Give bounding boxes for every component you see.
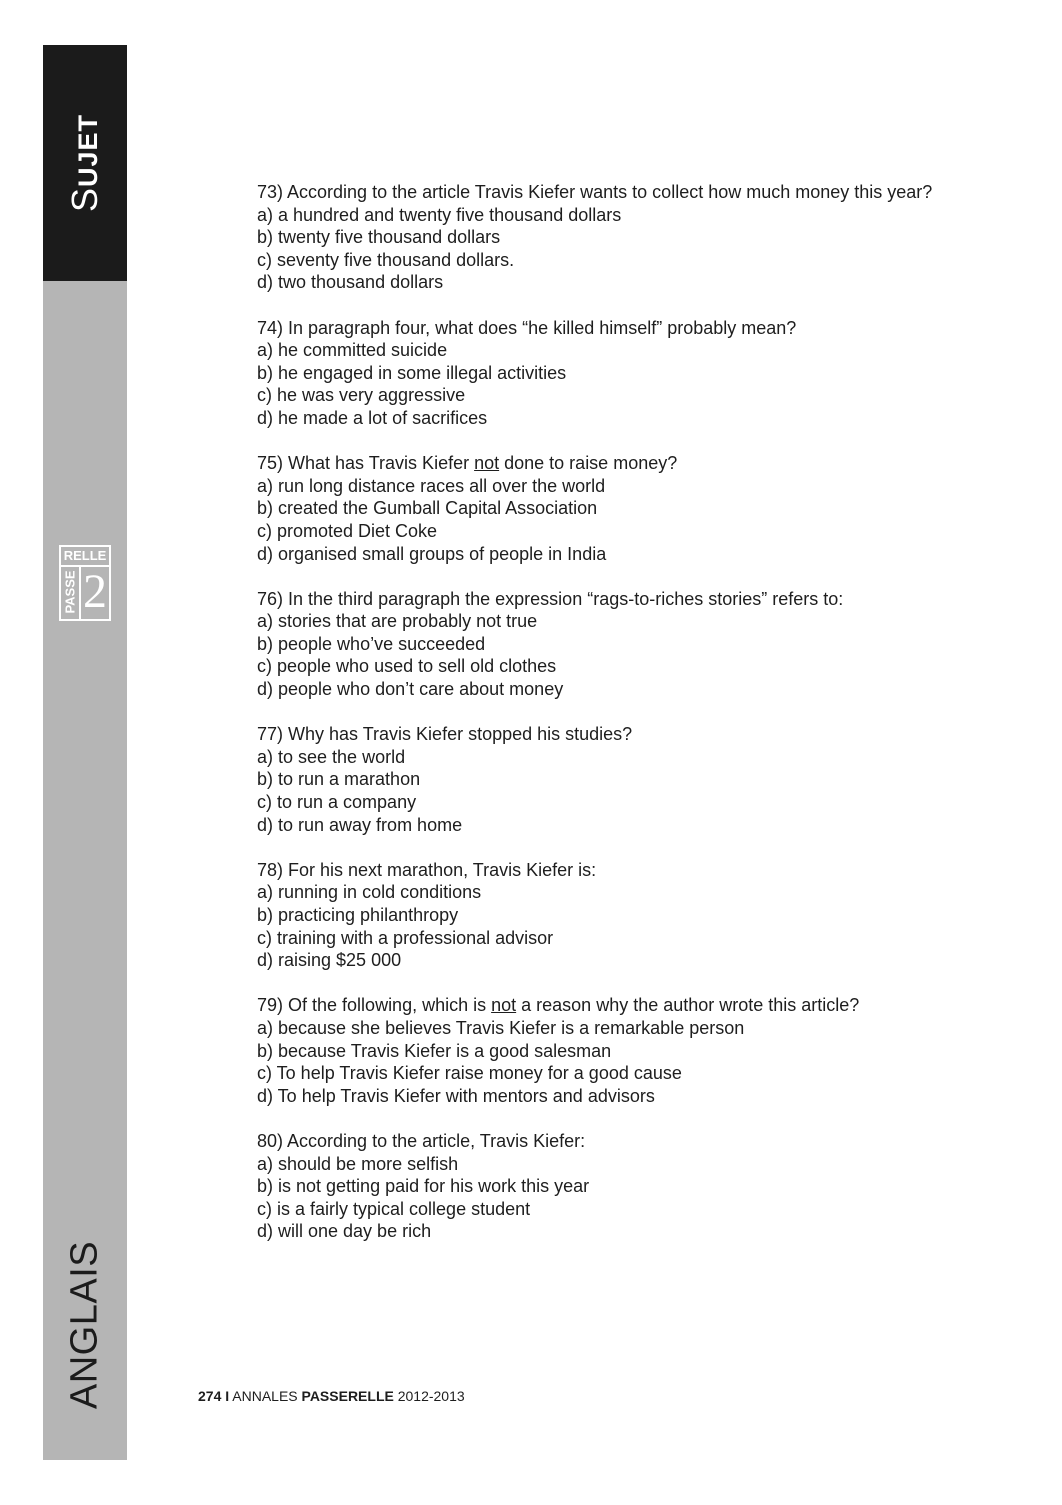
passerelle-2-logo bbox=[59, 545, 111, 621]
question-text: 77) Why has Travis Kiefer stopped his studies? bbox=[257, 724, 633, 745]
sidebar bbox=[43, 45, 127, 1460]
option-a: a) he committed suicide bbox=[257, 340, 448, 361]
question-block bbox=[257, 723, 947, 836]
section-tab bbox=[43, 45, 127, 281]
option-d: d) To help Travis Kiefer with mentors and advisors bbox=[257, 1085, 655, 1106]
option-a: a) run long distance races all over the world bbox=[257, 475, 606, 496]
question-block bbox=[257, 994, 947, 1107]
question-block bbox=[257, 859, 947, 972]
option-d: d) raising $25 000 bbox=[257, 950, 402, 971]
question-text: 79) Of the following, which is not a reason why the author wrote this article? bbox=[257, 995, 860, 1016]
question-text: 73) According to the article Travis Kiefer wants to collect how much money this year? bbox=[257, 182, 933, 202]
option-a: a) a hundred and twenty five thousand dollars bbox=[257, 204, 622, 225]
option-a: a) to see the world bbox=[257, 746, 406, 767]
option-c: c) promoted Diet Coke bbox=[257, 520, 438, 541]
option-d: d) organised small groups of people in India bbox=[257, 543, 607, 564]
underlined-word: not bbox=[474, 453, 500, 474]
question-list bbox=[257, 181, 947, 1266]
question-text: 76) In the third paragraph the expression “rags-to-riches stories” refers to: bbox=[257, 588, 844, 609]
section-label: SUJET bbox=[64, 113, 105, 213]
option-d: d) two thousand dollars bbox=[257, 272, 444, 293]
question-text: 74) In paragraph four, what does “he killed himself” probably mean? bbox=[257, 317, 797, 338]
option-b: b) is not getting paid for his work this year bbox=[257, 1176, 590, 1197]
question-block bbox=[257, 588, 947, 701]
option-d: d) people who don’t care about money bbox=[257, 679, 564, 700]
option-d: d) will one day be rich bbox=[257, 1221, 432, 1242]
option-b: b) he engaged in some illegal activities bbox=[257, 362, 567, 383]
footer-separator: I bbox=[225, 1388, 230, 1404]
logo-side bbox=[61, 565, 81, 619]
option-b: b) because Travis Kiefer is a good salesman bbox=[257, 1040, 612, 1061]
option-c: c) is a fairly typical college student bbox=[257, 1198, 531, 1219]
footer-brand: PASSERELLE bbox=[301, 1388, 394, 1404]
footer-annales: ANNALES bbox=[232, 1388, 298, 1404]
option-c: c) he was very aggressive bbox=[257, 385, 466, 406]
logo-number: 2 bbox=[83, 565, 107, 618]
option-a: a) running in cold conditions bbox=[257, 882, 482, 903]
logo-side-text: PASSE bbox=[62, 570, 78, 614]
option-b: b) people who’ve succeeded bbox=[257, 633, 486, 654]
logo-top-text: RELLE bbox=[61, 547, 109, 567]
option-a: a) because she believes Travis Kiefer is a remarkable person bbox=[257, 1017, 745, 1038]
option-d: d) he made a lot of sacrifices bbox=[257, 407, 488, 428]
option-c: c) training with a professional advisor bbox=[257, 927, 554, 948]
option-a: a) stories that are probably not true bbox=[257, 611, 538, 632]
option-b: b) to run a marathon bbox=[257, 769, 421, 790]
option-c: c) to run a company bbox=[257, 792, 417, 813]
subject-label: ANGLAIS bbox=[63, 1240, 106, 1410]
underlined-word: not bbox=[491, 995, 517, 1016]
option-b: b) twenty five thousand dollars bbox=[257, 227, 501, 248]
question-block bbox=[257, 1130, 947, 1243]
question-block bbox=[257, 452, 947, 565]
question-block bbox=[257, 181, 947, 294]
footer-years: 2012-2013 bbox=[397, 1388, 465, 1404]
option-c: c) seventy five thousand dollars. bbox=[257, 249, 515, 270]
question-block bbox=[257, 317, 947, 430]
option-b: b) practicing philanthropy bbox=[257, 905, 459, 925]
page-number: 274 bbox=[198, 1388, 222, 1404]
option-c: c) To help Travis Kiefer raise money for a good cause bbox=[257, 1063, 682, 1084]
option-b: b) created the Gumball Capital Association bbox=[257, 498, 598, 519]
question-text: 78) For his next marathon, Travis Kiefer is: bbox=[257, 859, 597, 880]
option-a: a) should be more selfish bbox=[257, 1153, 459, 1174]
question-text: 80) According to the article, Travis Kiefer: bbox=[257, 1130, 586, 1151]
option-c: c) people who used to sell old clothes bbox=[257, 656, 557, 677]
question-text: 75) What has Travis Kiefer not done to raise money? bbox=[257, 453, 678, 474]
option-d: d) to run away from home bbox=[257, 814, 463, 835]
page-footer bbox=[198, 1388, 465, 1404]
